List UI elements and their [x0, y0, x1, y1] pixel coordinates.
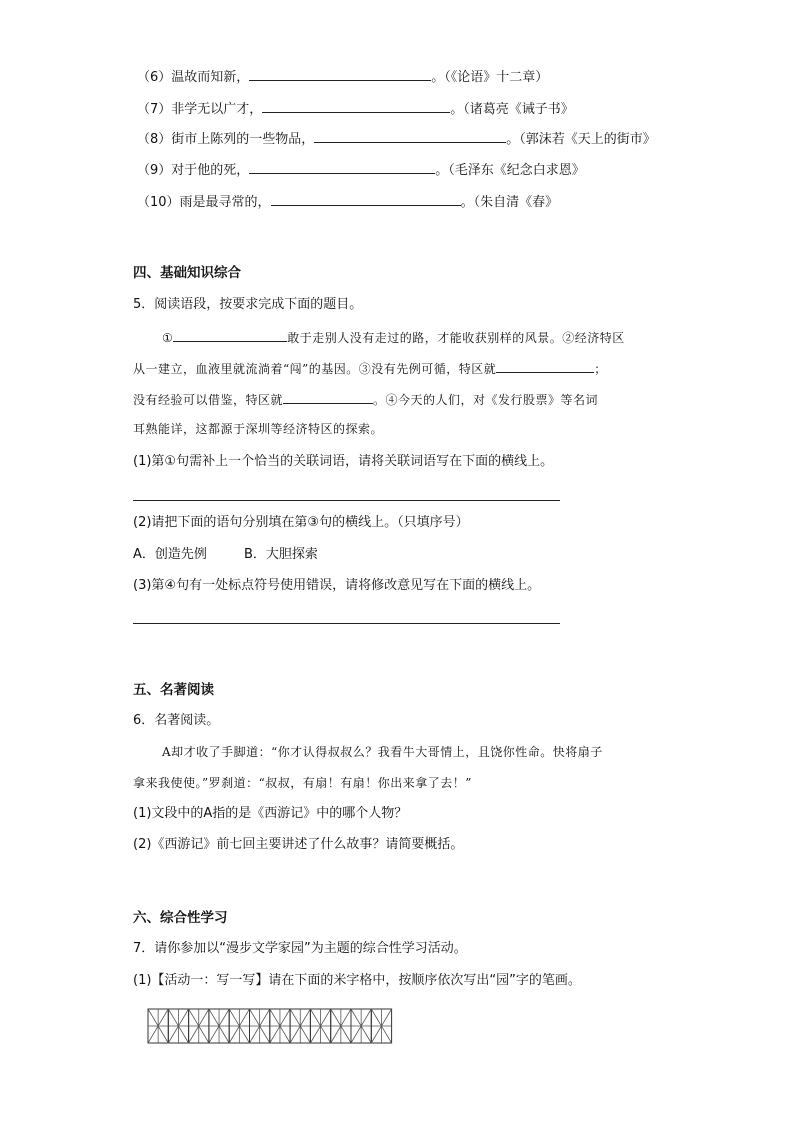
passage-line-1: ① 敢于走别人没有走过的路，才能收获别样的风景。②经济特区 — [162, 327, 625, 347]
item-prefix: 雨是最寻常的， — [179, 195, 271, 210]
question-7: 7．请你参加以“漫步文学家园”为主题的综合性学习活动。 — [133, 941, 467, 956]
answer-blank[interactable] — [262, 98, 450, 113]
item-prefix: 对于他的死， — [171, 163, 250, 178]
grid-cell[interactable] — [331, 1009, 351, 1043]
fill-line-7 — [137, 98, 574, 119]
passage-line-4: 耳熟能详，这都源于深圳等经济特区的探索。 — [133, 422, 384, 436]
answer-blank[interactable] — [271, 191, 461, 206]
passage-line-2: 拿来我使使。”罗刹道：“叔叔，有扇！有扇！你出来拿了去！” — [133, 776, 472, 790]
item-source: 。（朱自清《春》 — [460, 195, 559, 210]
sub-question-2: (2)《西游记》前七回主要讲述了什么故事？请简要概括。 — [133, 837, 464, 852]
passage-line-3: 没有经验可以借鉴，特区就 。④今天的人们，对《发行股票》等名词 — [133, 389, 598, 409]
grid-cell[interactable] — [290, 1009, 310, 1043]
fill-line-9 — [137, 159, 585, 180]
passage-blank-2[interactable] — [496, 358, 594, 373]
item-number: （7） — [137, 102, 172, 117]
question-6: 6．名著阅读。 — [133, 713, 220, 728]
item-prefix: 街市上陈列的一些物品， — [171, 132, 315, 147]
section-title-5: 五、名著阅读 — [133, 682, 214, 698]
item-source: 。（毛泽东《纪念白求恩》 — [435, 163, 585, 178]
sub-question-3: (3)第④句有一处标点符号使用错误，请将修改意见写在下面的横线上。 — [133, 578, 541, 593]
sub-question-1: (1)【活动一：写一写】请在下面的米字格中，按顺序依次写出“园”字的笔画。 — [133, 973, 581, 988]
item-source: 。（郭沫若《天上的街市》 — [506, 132, 656, 147]
passage-blank-3[interactable] — [283, 389, 373, 404]
fill-line-6 — [137, 66, 548, 87]
item-number: （10） — [137, 195, 180, 210]
item-source: 。（《论语》十二章） — [431, 70, 549, 85]
answer-blank[interactable] — [249, 159, 435, 174]
grid-cell[interactable] — [229, 1009, 249, 1043]
answer-blank[interactable] — [249, 66, 431, 81]
passage-line-2: 从一建立，血液里就流淌着“闯”的基因。③没有先例可循，特区就 ； — [133, 358, 607, 378]
item-source: 。（诸葛亮《诫子书》 — [450, 102, 574, 117]
grid-cell[interactable] — [310, 1009, 330, 1043]
grid-cell[interactable] — [371, 1009, 391, 1043]
item-number: （6） — [137, 70, 172, 85]
option-b: B．大胆探索 — [244, 547, 318, 562]
passage-line-1: A却才收了手脚道：“你才认得叔叔么？我看牛大哥情上，且饶你性命。快将扇子 — [162, 745, 603, 759]
grid-cell[interactable] — [148, 1009, 168, 1043]
sub-question-1: (1)第①句需补上一个恰当的关联词语，请将关联词语写在下面的横线上。 — [133, 454, 554, 469]
option-a: A．创造先例 — [133, 547, 207, 562]
section-title-4: 四、基础知识综合 — [133, 265, 241, 281]
item-prefix: 温故而知新， — [171, 70, 250, 85]
grid-cell[interactable] — [189, 1009, 209, 1043]
sub-question-2: (2)请把下面的语句分别填在第③句的横线上。（只填序号） — [133, 515, 469, 530]
mizi-writing-grid[interactable] — [147, 1007, 397, 1045]
sub-question-1: (1)文段中的A指的是《西游记》中的哪个人物？ — [133, 806, 408, 821]
item-number: （8） — [137, 132, 172, 147]
circled-number: ① — [162, 331, 174, 345]
answer-blank[interactable] — [314, 128, 506, 143]
passage-blank-1[interactable] — [173, 327, 287, 342]
grid-cell[interactable] — [270, 1009, 290, 1043]
item-number: （9） — [137, 163, 172, 178]
grid-cell[interactable] — [168, 1009, 188, 1043]
item-prefix: 非学无以广才， — [171, 102, 263, 117]
question-5: 5．阅读语段，按要求完成下面的题目。 — [133, 297, 363, 312]
fill-line-10 — [137, 191, 558, 212]
grid-cell[interactable] — [351, 1009, 371, 1043]
answer-line[interactable] — [133, 623, 560, 624]
answer-line[interactable] — [133, 500, 560, 501]
fill-line-8 — [137, 128, 656, 149]
grid-cell[interactable] — [209, 1009, 229, 1043]
grid-cell[interactable] — [250, 1009, 270, 1043]
section-title-6: 六、综合性学习 — [133, 910, 228, 926]
